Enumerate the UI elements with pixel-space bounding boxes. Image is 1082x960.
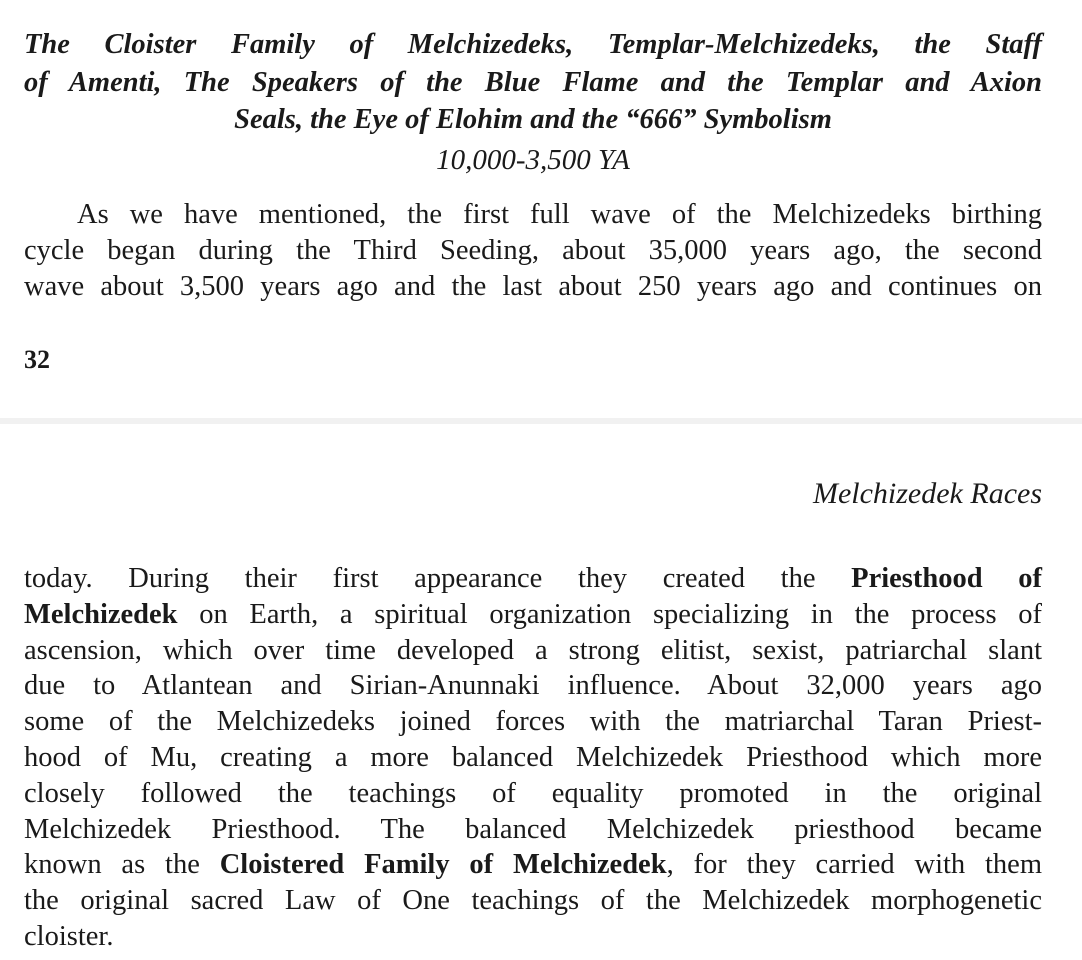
page-number: 32 <box>24 345 50 374</box>
text-line: ascension, which over time developed a strong elitist, sexist, patriarchal slant <box>24 634 1042 666</box>
running-head: Melchizedek Races <box>812 477 1042 510</box>
text-segment: , for they carried with them <box>666 849 1043 881</box>
body-paragraph-bottom <box>24 561 1042 955</box>
text-segment: today. During their first appearance they created the <box>24 563 852 594</box>
heading-line-3: Seals, the Eye of Elohim and the “666” Symbolism <box>234 104 832 135</box>
text-line: the original sacred Law of One teachings of the Melchizedek morphogenetic <box>24 885 1042 917</box>
text-line: Melchizedek Priesthood. The balanced Melchizedek priesthood became <box>24 813 1042 845</box>
text-line: cycle began during the Third Seeding, about 35,000 years ago, the second <box>24 235 1042 266</box>
bold-term: Cloistered Family of Melchizedek <box>219 849 667 881</box>
text-line: closely followed the teachings of equality promoted in the original <box>24 777 1042 809</box>
text-line <box>24 847 1042 883</box>
section-heading <box>24 26 1042 139</box>
text-line: hood of Mu, creating a more balanced Melchizedek Priesthood which more <box>24 741 1042 773</box>
text-line: cloister. <box>24 920 114 952</box>
text-line: some of the Melchizedeks joined forces with the matriarchal Taran Priest- <box>24 706 1042 738</box>
heading-line-2: of Amenti, The Speakers of the Blue Flame and the Templar and Axion <box>24 66 1042 98</box>
body-paragraph-top <box>24 197 1042 305</box>
text-line: As we have mentioned, the first full wave of the Melchizedeks birthing <box>77 199 1042 230</box>
text-line <box>24 561 1042 597</box>
text-line: wave about 3,500 years ago and the last about 250 years ago and continues on <box>24 271 1042 302</box>
page-32 <box>0 0 1082 418</box>
text-line <box>24 597 1042 633</box>
heading-line-1: The Cloister Family of Melchizedeks, Templar-Melchizedeks, the Staff <box>24 29 1042 60</box>
bold-term: Priesthood of <box>851 563 1042 594</box>
text-segment: known as the <box>24 849 220 881</box>
bold-term: Melchizedek <box>24 598 178 630</box>
text-line: due to Atlantean and Sirian-Anunnaki influence. About 32,000 years ago <box>24 670 1042 702</box>
text-segment: on Earth, a spiritual organization specializing in the process of <box>177 598 1042 630</box>
date-range: 10,000-3,500 YA <box>436 144 630 176</box>
